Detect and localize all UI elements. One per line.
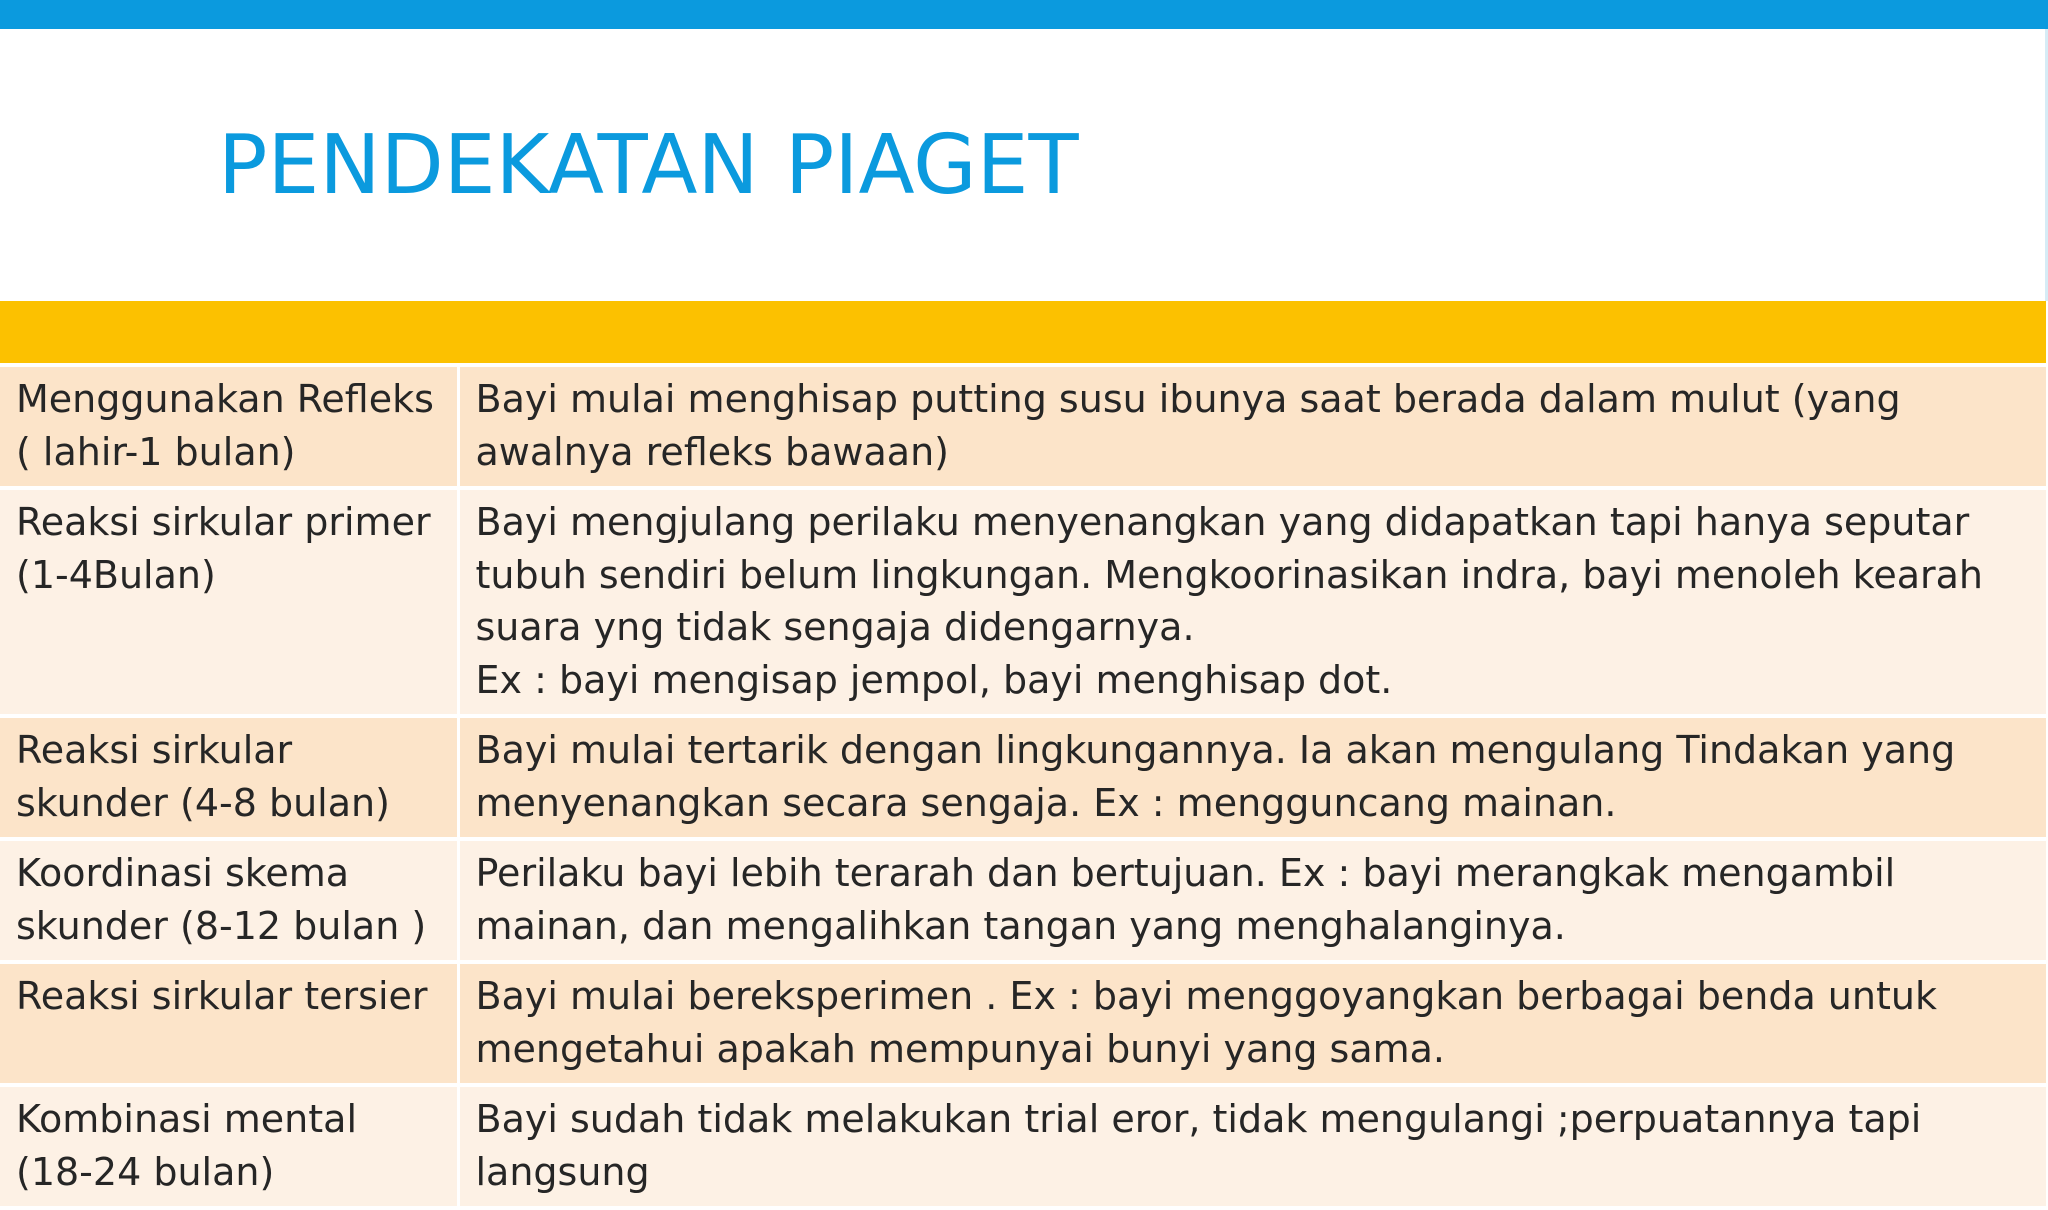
table-row xyxy=(0,716,2046,839)
description-cell: Bayi mulai tertarik dengan lingkungannya. Ia akan mengulang Tindakan yang menyenangkan secara sengaja. Ex : mengguncang mainan. xyxy=(458,716,2046,839)
table-row xyxy=(0,488,2046,716)
stage-cell: Reaksi sirkular skunder (4-8 bulan) xyxy=(0,716,458,839)
stage-cell: Koordinasi skema skunder (8-12 bulan ) xyxy=(0,839,458,962)
description-cell: Bayi mengjulang perilaku menyenangkan yang didapatkan tapi hanya seputar tubuh sendiri belum lingkungan. Mengkoorinasikan indra, bayi menoleh kearah suara yng tidak sengaja didengarnya. Ex : bayi mengisap jempol, bayi menghisap dot. xyxy=(458,488,2046,716)
piaget-stages-table xyxy=(0,367,2046,1210)
description-cell: Bayi mulai menghisap putting susu ibunya saat berada dalam mulut (yang awalnya refleks bawaan) xyxy=(458,367,2046,488)
stage-cell: Kombinasi mental (18-24 bulan) xyxy=(0,1085,458,1208)
table-row xyxy=(0,839,2046,962)
table-header-bar xyxy=(0,301,2046,363)
description-cell: Perilaku bayi lebih terarah dan bertujuan. Ex : bayi merangkak mengambil mainan, dan mengalihkan tangan yang menghalanginya. xyxy=(458,839,2046,962)
slide-title: PENDEKATAN PIAGET xyxy=(218,118,1079,213)
stage-cell: Reaksi sirkular primer (1-4Bulan) xyxy=(0,488,458,716)
description-cell: Bayi sudah tidak melakukan trial eror, tidak mengulangi ;perpuatannya tapi langsung xyxy=(458,1085,2046,1208)
stage-cell: Menggunakan Refleks ( lahir-1 bulan) xyxy=(0,367,458,488)
table-row xyxy=(0,367,2046,488)
description-cell: Bayi mulai bereksperimen . Ex : bayi menggoyangkan berbagai benda untuk mengetahui apakah mempunyai bunyi yang sama. xyxy=(458,962,2046,1085)
table-row xyxy=(0,1085,2046,1208)
stage-cell: Reaksi sirkular tersier xyxy=(0,962,458,1085)
top-accent-bar xyxy=(0,0,2048,29)
table-row xyxy=(0,962,2046,1085)
